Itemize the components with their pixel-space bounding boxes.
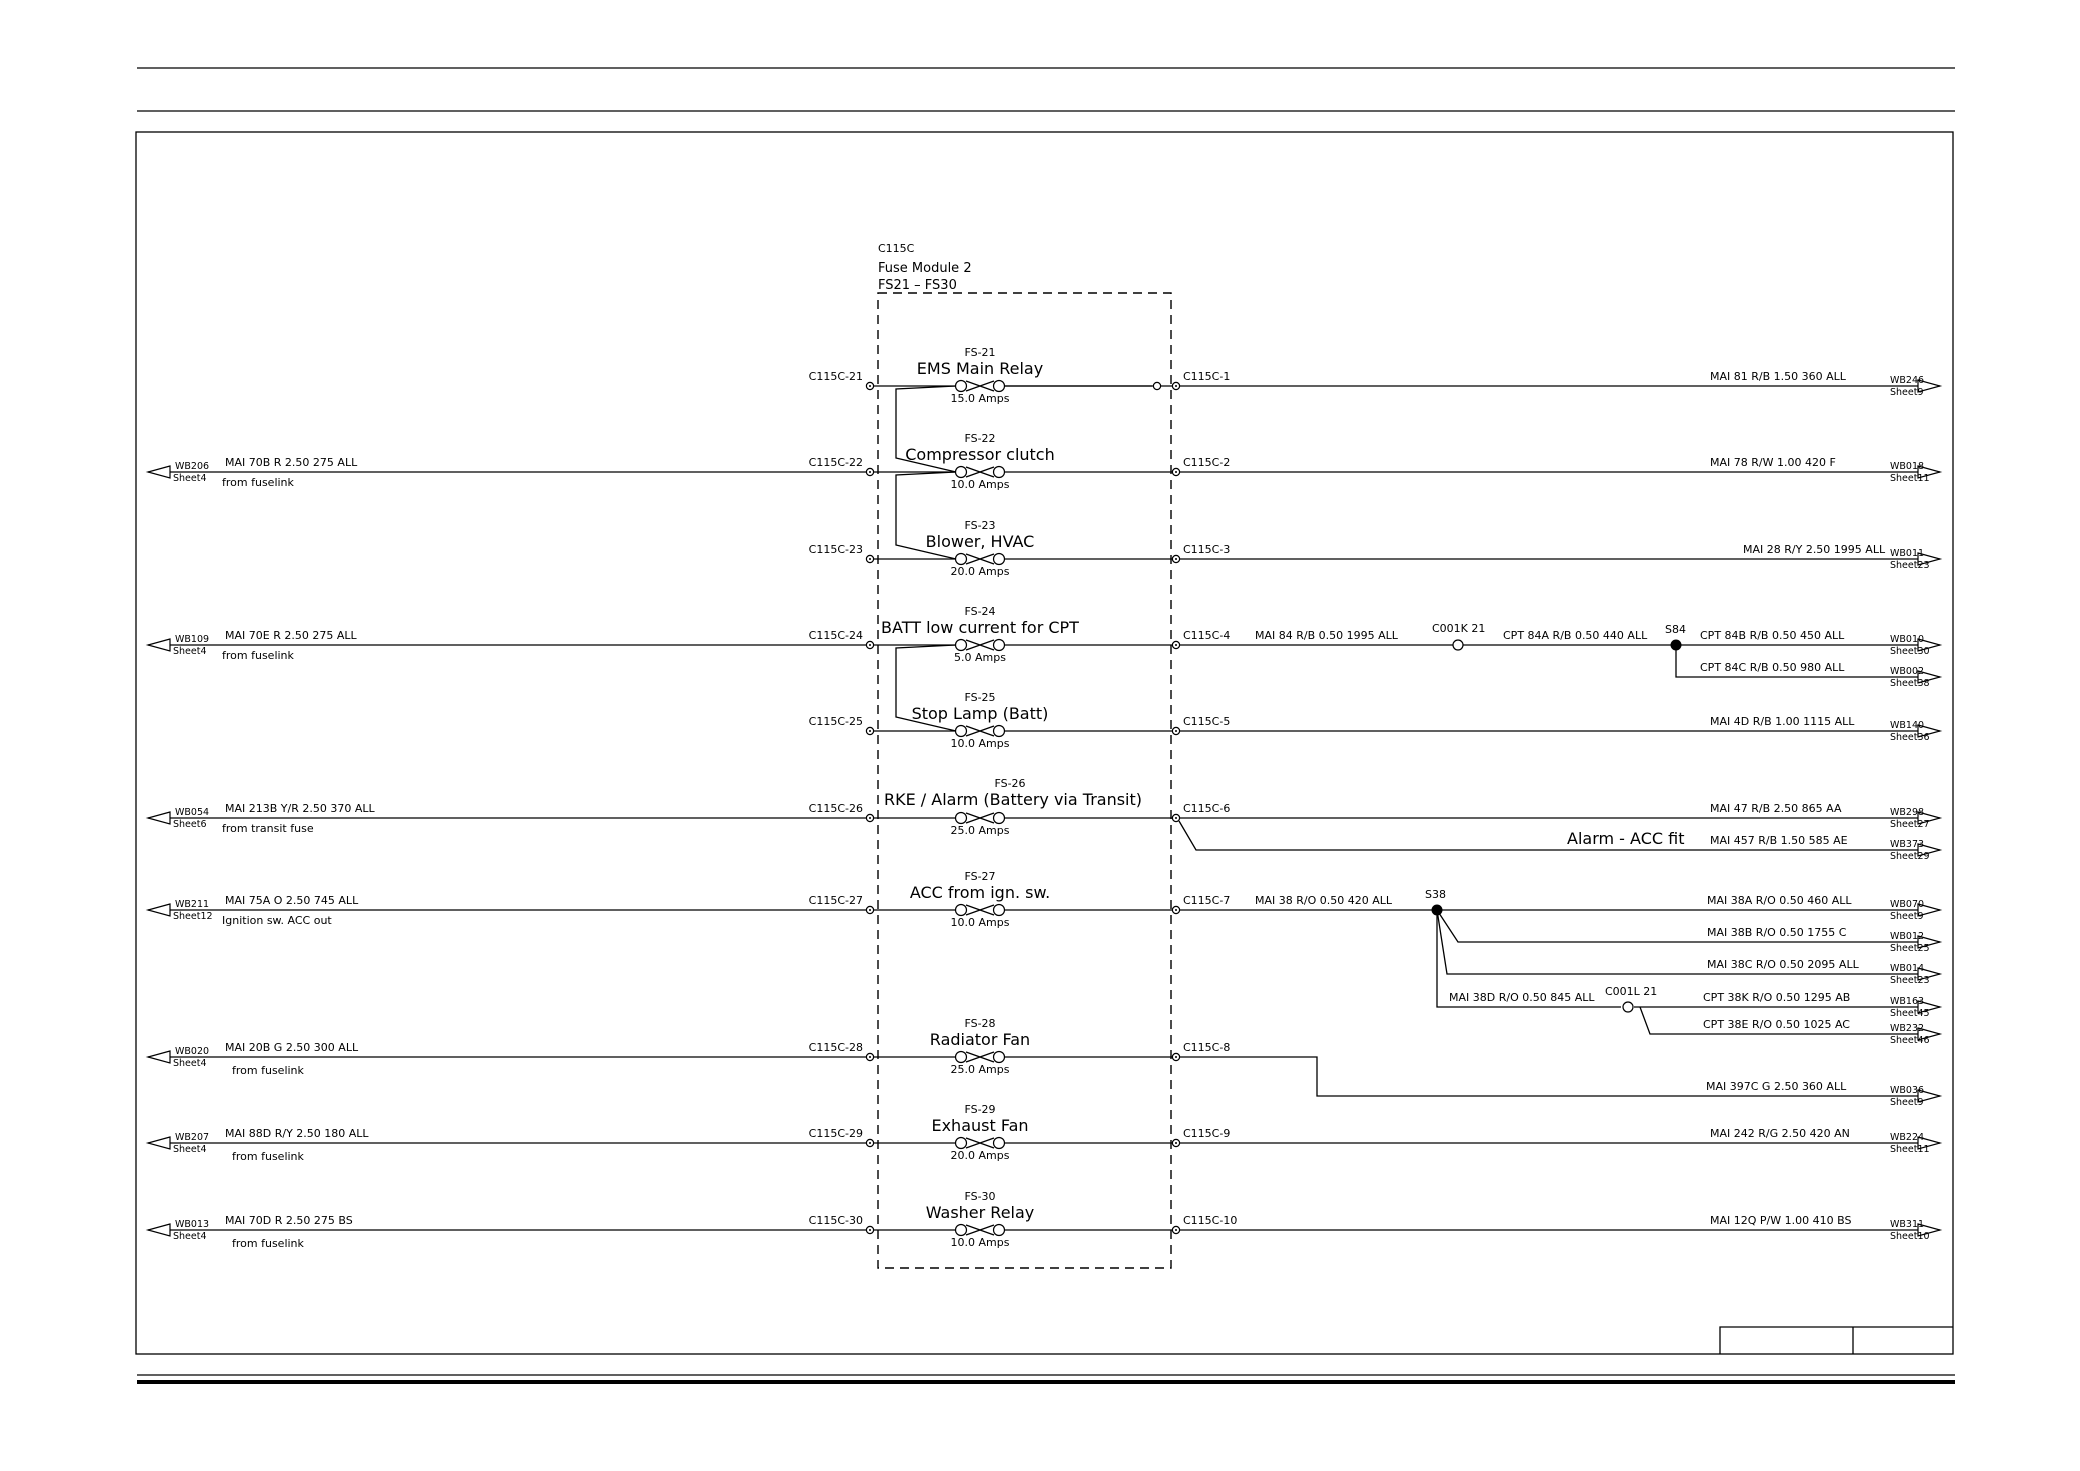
sheet-ref-code: WB018 [1890, 461, 1925, 472]
module-name-label: Fuse Module 2 [878, 261, 972, 276]
fs27-mid-wire-spec: MAI 38 R/O 0.50 420 ALL [1255, 894, 1393, 907]
sheet-ref-code: WB036 [1890, 1085, 1925, 1096]
title-block [1720, 1327, 1953, 1354]
fuse-symbol-icon [956, 554, 1005, 565]
fuse-terminal-left [956, 813, 967, 824]
fuse-rating: 25.0 Amps [950, 1063, 1010, 1076]
left-wire-spec: MAI 88D R/Y 2.50 180 ALL [225, 1127, 369, 1140]
left-wire-note: from fuselink [232, 1150, 304, 1163]
fuse-terminal-right [994, 1052, 1005, 1063]
input-pin-label: C115C-24 [808, 629, 863, 642]
output-pin-label: C115C-2 [1183, 456, 1231, 469]
fuse-terminal-left [956, 905, 967, 916]
left-sheet-ref-code: WB211 [175, 899, 210, 910]
left-sheet-ref-number: Sheet4 [173, 646, 207, 657]
connector-pin-icon-center [869, 644, 871, 646]
output-pin-label: C115C-8 [1183, 1041, 1231, 1054]
connector-pin-icon-center [869, 471, 871, 473]
w38k-spec: CPT 38K R/O 0.50 1295 AB [1703, 991, 1851, 1004]
left-wire-spec: MAI 70E R 2.50 275 ALL [225, 629, 357, 642]
connector-pin-icon-center [1175, 1229, 1177, 1231]
fuse-rating: 20.0 Amps [950, 1149, 1010, 1162]
sheet-ref-number: Sheet46 [1890, 1035, 1930, 1046]
off-sheet-arrow-icon [148, 1137, 170, 1149]
input-pin-label: C115C-23 [808, 543, 863, 556]
connector-pin-icon-center [1175, 1056, 1177, 1058]
left-wire-spec: MAI 70D R 2.50 275 BS [225, 1214, 353, 1227]
module-connector-label: C115C [878, 242, 915, 255]
fuse-id: FS-21 [964, 346, 996, 359]
fuse-id: FS-29 [964, 1103, 996, 1116]
fuse-label: ACC from ign. sw. [909, 883, 1051, 902]
left-wire-spec: MAI 75A O 2.50 745 ALL [225, 894, 359, 907]
connector-pin-icon-center [1175, 558, 1177, 560]
sheet-ref-number: Sheet9 [1890, 1097, 1924, 1108]
w38c-spec: MAI 38C R/O 0.50 2095 ALL [1707, 958, 1859, 971]
output-wire-spec: MAI 28 R/Y 2.50 1995 ALL [1743, 543, 1886, 556]
left-wire-spec: MAI 70B R 2.50 275 ALL [225, 456, 358, 469]
left-sheet-ref-number: Sheet6 [173, 819, 207, 830]
c001l-label: C001L 21 [1605, 985, 1658, 998]
connector-pin-icon-center [869, 909, 871, 911]
sheet-ref-number: Sheet9 [1890, 911, 1924, 922]
fuse-row-fs-29 [148, 1103, 1230, 1163]
fuse-rating: 10.0 Amps [950, 478, 1010, 491]
fuse-element [966, 640, 994, 650]
left-sheet-ref-number: Sheet4 [173, 1144, 207, 1155]
sheet-ref-code: WB012 [1890, 931, 1925, 942]
left-sheet-ref-code: WB054 [175, 807, 210, 818]
fuse-symbol-icon [956, 1138, 1005, 1149]
fuse-terminal-left [956, 1138, 967, 1149]
fuse-terminal-left [956, 640, 967, 651]
left-wire-note: Ignition sw. ACC out [222, 914, 332, 927]
off-sheet-arrow-icon [148, 1051, 170, 1063]
fuse-row-fs-27 [148, 870, 1230, 929]
fuse-terminal-right [994, 467, 1005, 478]
c001k-connector-icon [1453, 640, 1463, 650]
connector-pin-icon-center [1175, 644, 1177, 646]
w38b-spec: MAI 38B R/O 0.50 1755 C [1707, 926, 1847, 939]
left-sheet-ref-code: WB020 [175, 1046, 210, 1057]
input-pin-label: C115C-21 [808, 370, 863, 383]
fuse-symbol-icon [956, 1225, 1005, 1236]
fuse-row-fs-30 [148, 1190, 1237, 1250]
fuse-element [966, 1225, 994, 1235]
fuse-row-fs-25 [809, 691, 1231, 750]
w38e-spec: CPT 38E R/O 0.50 1025 AC [1703, 1018, 1850, 1031]
output-wire-spec: MAI 81 R/B 1.50 360 ALL [1710, 370, 1846, 383]
fuse-terminal-right [994, 554, 1005, 565]
off-sheet-arrow-icon [148, 1224, 170, 1236]
fuse-rating: 10.0 Amps [950, 737, 1010, 750]
sheet-ref-code: WB232 [1890, 1023, 1925, 1034]
sheet-ref-number: Sheet11 [1890, 1144, 1930, 1155]
alarm-wire-spec: MAI 457 R/B 1.50 585 AE [1710, 834, 1848, 847]
fuse-element [966, 905, 994, 915]
input-pin-label: C115C-22 [808, 456, 863, 469]
fuse-id: FS-28 [964, 1017, 996, 1030]
sheet-ref-number: Sheet25 [1890, 943, 1930, 954]
s38-label: S38 [1425, 888, 1446, 901]
connector-pin-icon-center [869, 558, 871, 560]
fuse-id: FS-24 [964, 605, 996, 618]
module-range-label: FS21 – FS30 [878, 278, 957, 293]
fuse-label: Blower, HVAC [925, 532, 1035, 551]
fuse-symbol-icon [956, 813, 1005, 824]
output-wire-spec: MAI 4D R/B 1.00 1115 ALL [1710, 715, 1855, 728]
output-pin-label: C115C-5 [1183, 715, 1231, 728]
c001k-label: C001K 21 [1432, 622, 1486, 635]
sheet-ref-number: Sheet29 [1890, 851, 1930, 862]
input-pin-label: C115C-29 [808, 1127, 863, 1140]
off-sheet-arrow-icon [148, 904, 170, 916]
sheet-ref-code: WB070 [1890, 899, 1925, 910]
alarm-note: Alarm - ACC fit [1567, 829, 1685, 848]
left-sheet-ref-code: WB109 [175, 634, 210, 645]
sheet-ref-code: WB298 [1890, 807, 1925, 818]
fuse-terminal-right [994, 726, 1005, 737]
left-sheet-ref-number: Sheet4 [173, 1058, 207, 1069]
sheet-ref-number: Sheet27 [1890, 819, 1930, 830]
fuse-row-fs-21 [809, 346, 1231, 405]
output-wire-spec: MAI 12Q P/W 1.00 410 BS [1710, 1214, 1852, 1227]
fuse-element [966, 726, 994, 736]
fuse-id: FS-25 [964, 691, 996, 704]
fuse-label: BATT low current for CPT [881, 618, 1079, 637]
drawing-frame [136, 132, 1953, 1354]
off-sheet-arrow-icon [148, 466, 170, 478]
fs24-mid-wire-spec: MAI 84 R/B 0.50 1995 ALL [1255, 629, 1398, 642]
connector-pin-icon-center [1175, 471, 1177, 473]
w38a-spec: MAI 38A R/O 0.50 460 ALL [1707, 894, 1852, 907]
fuse-row-fs-26 [148, 777, 1230, 837]
sheet-ref-number: Sheet9 [1890, 387, 1924, 398]
sheet-ref-code: WB010 [1890, 634, 1925, 645]
left-wire-spec: MAI 213B Y/R 2.50 370 ALL [225, 802, 375, 815]
fuse-rating: 10.0 Amps [950, 1236, 1010, 1249]
fuse-rating: 10.0 Amps [950, 916, 1010, 929]
output-pin-label: C115C-10 [1183, 1214, 1238, 1227]
fuse-element [966, 1138, 994, 1148]
fuse-element [966, 381, 994, 391]
sheet-ref-code: WB011 [1890, 548, 1925, 559]
fuse-row-fs-28 [148, 1017, 1230, 1077]
fuse-id: FS-23 [964, 519, 996, 532]
connector-pin-icon-center [869, 1142, 871, 1144]
sheet-ref-code: WB163 [1890, 996, 1925, 1007]
fuse-terminal-right [994, 1225, 1005, 1236]
input-pin-label: C115C-30 [808, 1214, 863, 1227]
fuse-terminal-right [994, 905, 1005, 916]
cpt-84b-spec: CPT 84B R/B 0.50 450 ALL [1700, 629, 1845, 642]
off-sheet-arrow-icon [148, 812, 170, 824]
output-wire-spec: MAI 242 R/G 2.50 420 AN [1710, 1127, 1850, 1140]
connector-pin-icon [1153, 382, 1160, 389]
sheet-ref-code: WB224 [1890, 1132, 1925, 1143]
sheet-ref-number: Sheet38 [1890, 678, 1930, 689]
cpt-84a-spec: CPT 84A R/B 0.50 440 ALL [1503, 629, 1648, 642]
output-pin-label: C115C-1 [1183, 370, 1231, 383]
left-wire-spec: MAI 20B G 2.50 300 ALL [225, 1041, 359, 1054]
fuse-symbol-icon [956, 640, 1005, 651]
fuse-terminal-left [956, 726, 967, 737]
fuse-row-fs-23 [809, 519, 1231, 578]
fuse-rating: 25.0 Amps [950, 824, 1010, 837]
fuse-label: Compressor clutch [905, 445, 1055, 464]
fuse-symbol-icon [956, 1052, 1005, 1063]
left-wire-note: from fuselink [222, 649, 294, 662]
connector-pin-icon-center [869, 730, 871, 732]
fuse-id: FS-26 [994, 777, 1026, 790]
left-wire-note: from fuselink [232, 1237, 304, 1250]
input-pin-label: C115C-26 [808, 802, 863, 815]
connector-pin-icon-center [1175, 1142, 1177, 1144]
fuse-element [966, 554, 994, 564]
fuse-label: RKE / Alarm (Battery via Transit) [883, 790, 1143, 809]
sheet-ref-number: Sheet36 [1890, 732, 1930, 743]
fuse-row-fs-24 [148, 605, 1230, 664]
sheet-ref-code: WB311 [1890, 1219, 1925, 1230]
left-wire-note: from fuselink [222, 476, 294, 489]
fuse-terminal-right [994, 813, 1005, 824]
connector-pin-icon-center [1175, 909, 1177, 911]
fuse-label: Exhaust Fan [931, 1116, 1029, 1135]
connector-pin-icon-center [1175, 385, 1177, 387]
fuse-symbol-icon [956, 905, 1005, 916]
left-sheet-ref-code: WB013 [175, 1219, 210, 1230]
fuse-label: Washer Relay [925, 1203, 1035, 1222]
connector-pin-icon-center [869, 817, 871, 819]
input-pin-label: C115C-25 [808, 715, 863, 728]
w38d-spec: MAI 38D R/O 0.50 845 ALL [1449, 991, 1595, 1004]
output-pin-label: C115C-4 [1183, 629, 1231, 642]
fuse-symbol-icon [956, 381, 1005, 392]
fuse-terminal-left [956, 381, 967, 392]
input-pin-label: C115C-28 [808, 1041, 863, 1054]
sheet-ref-number: Sheet30 [1890, 646, 1930, 657]
fuse-symbol-icon [956, 467, 1005, 478]
sheet-ref-code: WB140 [1890, 720, 1925, 731]
connector-pin-icon-center [869, 1056, 871, 1058]
input-pin-label: C115C-27 [808, 894, 863, 907]
left-sheet-ref-code: WB206 [175, 461, 210, 472]
output-wire-spec: MAI 47 R/B 2.50 865 AA [1710, 802, 1842, 815]
fuse-element [966, 813, 994, 823]
off-sheet-arrow-icon [148, 639, 170, 651]
fuse-element [966, 1052, 994, 1062]
left-wire-note: from fuselink [232, 1064, 304, 1077]
connector-pin-icon-center [1175, 817, 1177, 819]
sheet-ref-number: Sheet23 [1890, 975, 1930, 986]
fuse-id: FS-22 [964, 432, 996, 445]
sheet-ref-code: WB002 [1890, 666, 1925, 677]
fuse-terminal-right [994, 381, 1005, 392]
fuse-label: Stop Lamp (Batt) [911, 704, 1049, 723]
fuse-terminal-right [994, 640, 1005, 651]
sheet-ref-number: Sheet23 [1890, 560, 1930, 571]
output-wire-spec: MAI 78 R/W 1.00 420 F [1710, 456, 1836, 469]
fuse-rating: 20.0 Amps [950, 565, 1010, 578]
connector-pin-icon-center [869, 385, 871, 387]
left-sheet-ref-number: Sheet4 [173, 1231, 207, 1242]
output-pin-label: C115C-7 [1183, 894, 1231, 907]
fuse-rating: 15.0 Amps [950, 392, 1010, 405]
c001l-connector-icon [1623, 1002, 1633, 1012]
fuse-rating: 5.0 Amps [954, 651, 1006, 664]
left-sheet-ref-number: Sheet4 [173, 473, 207, 484]
left-sheet-ref-code: WB207 [175, 1132, 210, 1143]
fuse-terminal-right [994, 1138, 1005, 1149]
sheet-ref-code: WB014 [1890, 963, 1925, 974]
left-sheet-ref-number: Sheet12 [173, 911, 213, 922]
cpt-84c-spec: CPT 84C R/B 0.50 980 ALL [1700, 661, 1845, 674]
fuse-id: FS-27 [964, 870, 996, 883]
fuse-row-fs-22 [148, 432, 1230, 491]
fuse-terminal-left [956, 1052, 967, 1063]
connector-pin-icon-center [869, 1229, 871, 1231]
fuse-label: EMS Main Relay [916, 359, 1044, 378]
sheet-ref-code: WB246 [1890, 375, 1925, 386]
output-pin-label: C115C-3 [1183, 543, 1231, 556]
sheet-ref-number: Sheet10 [1890, 1231, 1930, 1242]
left-wire-note: from transit fuse [222, 822, 314, 835]
sheet-ref-number: Sheet11 [1890, 473, 1930, 484]
fuse-terminal-left [956, 467, 967, 478]
output-pin-label: C115C-9 [1183, 1127, 1231, 1140]
sheet-ref-number: Sheet45 [1890, 1008, 1930, 1019]
fuse-id: FS-30 [964, 1190, 996, 1203]
connector-pin-icon-center [1175, 730, 1177, 732]
w38b-wire [1437, 910, 1940, 942]
fuse-rows [148, 346, 1237, 1250]
output-pin-label: C115C-6 [1183, 802, 1231, 815]
fuse-terminal-left [956, 1225, 967, 1236]
sheet-ref-code: WB373 [1890, 839, 1925, 850]
w397c-spec: MAI 397C G 2.50 360 ALL [1706, 1080, 1847, 1093]
fuse-label: Radiator Fan [929, 1030, 1031, 1049]
s84-label: S84 [1665, 623, 1686, 636]
fuse-terminal-left [956, 554, 967, 565]
fuse-symbol-icon [956, 726, 1005, 737]
fuse-element [966, 467, 994, 477]
